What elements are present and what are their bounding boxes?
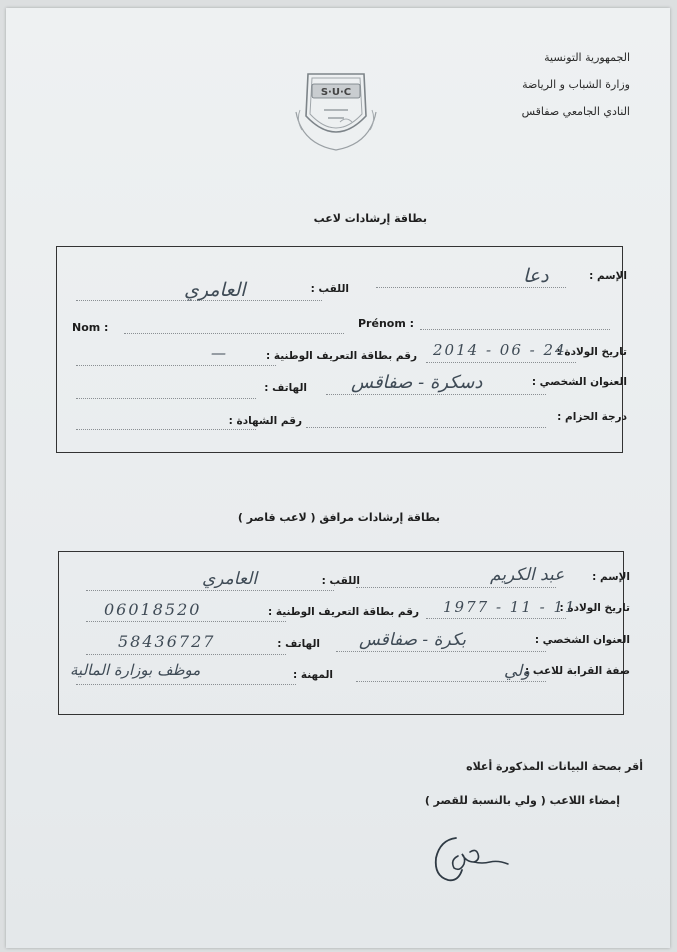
guardian-birth-line xyxy=(426,618,566,619)
signature-mark xyxy=(428,818,528,888)
certificate-line xyxy=(76,429,256,430)
ministry-header xyxy=(410,44,630,125)
player-id-line xyxy=(76,365,276,366)
certificate-label: رقم الشهادة : xyxy=(228,415,302,427)
player-birth-line xyxy=(426,362,576,363)
club-logo xyxy=(288,60,384,156)
guardian-phone-value: 58436727 xyxy=(118,632,216,651)
guardian-phone-line xyxy=(86,654,286,655)
player-first-name-line xyxy=(376,287,566,288)
guardian-birth-label: تاريخ الولادة : xyxy=(559,602,630,614)
player-phone-line xyxy=(76,398,256,399)
guardian-relation-label: صفة القرابة للاعب : xyxy=(525,665,630,677)
header-club: النادي الجامعي صفاقس xyxy=(521,105,630,118)
guardian-last-name-label: اللقب : xyxy=(321,575,360,587)
player-id-value: — xyxy=(211,344,227,362)
guardian-profession-line xyxy=(76,684,296,685)
guardian-last-name-value: العامري xyxy=(202,569,258,589)
guardian-profession-label: المهنة : xyxy=(292,669,333,681)
header-republic: الجمهورية التونسية xyxy=(544,51,630,64)
guardian-last-name-line xyxy=(86,590,334,591)
prenom-label: Prénom : xyxy=(358,317,415,330)
form-sheet xyxy=(6,8,670,948)
belt-grade-line xyxy=(306,427,546,428)
nom-label: Nom : xyxy=(72,321,109,334)
logo-initials: S·U·C xyxy=(320,87,352,98)
guardian-id-label: رقم بطاقة التعريف الوطنية : xyxy=(267,606,419,618)
belt-grade-label: درجة الحزام : xyxy=(557,411,627,423)
player-id-label: رقم بطاقة التعريف الوطنية : xyxy=(265,350,417,362)
guardian-id-value: 06018520 xyxy=(104,600,202,619)
guardian-relation-value: ولي xyxy=(504,661,530,680)
player-last-name-label: اللقب : xyxy=(310,283,349,295)
guardian-relation-line xyxy=(356,681,546,682)
guardian-id-line xyxy=(86,621,286,622)
player-last-name-value: العامري xyxy=(184,279,246,301)
prenom-line xyxy=(420,329,610,330)
guardian-address-line xyxy=(336,651,546,652)
declaration-statement: أقر بصحة البيانات المذكورة أعلاه xyxy=(466,760,643,773)
guardian-phone-label: الهاتف : xyxy=(277,638,320,650)
signature-label: إمضاء اللاعب ( ولي بالنسبة للقصر ) xyxy=(424,794,620,807)
guardian-address-label: العنوان الشخصي : xyxy=(534,634,630,646)
header-ministry: وزارة الشباب و الرياضة xyxy=(522,78,630,91)
guardian-birth-value: 1977 - 11 - 11 xyxy=(443,598,577,616)
player-address-value: دسكرة - صفاقس xyxy=(351,372,483,393)
player-card-title: بطاقة إرشادات لاعب xyxy=(313,212,427,225)
guardian-first-name-label: الإسم : xyxy=(592,571,630,583)
player-birth-value: 2014 - 06 - 24 xyxy=(433,341,567,359)
player-birth-label: تاريخ الولادة : xyxy=(556,346,627,358)
guardian-card-title: بطاقة إرشادات مرافق ( لاعب قاصر ) xyxy=(237,511,440,524)
guardian-address-value: بكرة - صفاقس xyxy=(359,630,466,650)
player-address-line xyxy=(326,394,546,395)
nom-line xyxy=(124,333,344,334)
player-phone-label: الهاتف : xyxy=(264,382,307,394)
guardian-first-name-value: عبد الكريم xyxy=(490,565,565,585)
guardian-profession-value: موظف بوزارة المالية xyxy=(70,661,201,679)
player-first-name-label: الإسم : xyxy=(589,270,627,282)
guardian-first-name-line xyxy=(356,587,556,588)
player-first-name-value: دعا xyxy=(523,265,549,287)
player-address-label: العنوان الشخصي : xyxy=(531,376,627,388)
